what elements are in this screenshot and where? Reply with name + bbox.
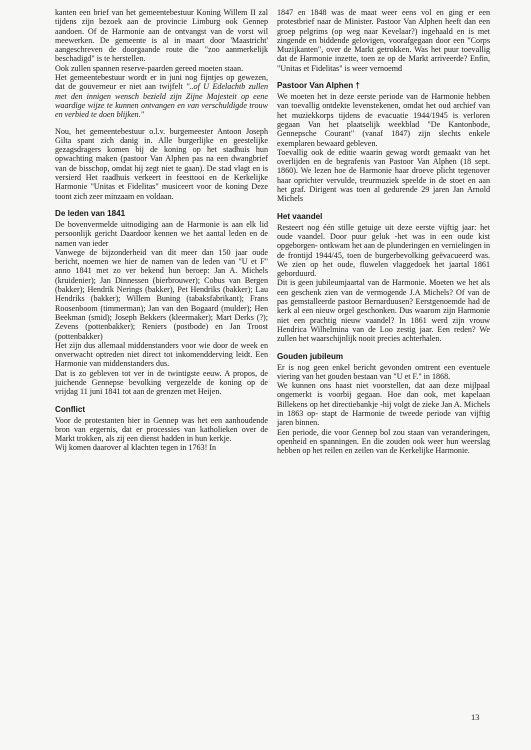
- right-column: [277, 8, 490, 455]
- paragraph: De bovenvermelde uitnodiging aan de Harmonie is aan elk lid persoonlijk gericht Daardoor kennen we het aantal leden en de namen van ieder: [55, 219, 268, 248]
- paragraph-text: Het gemeentebestuur wordt er in juni nog fijntjes op gewezen, dat de gouverneur er niet aan twijfelt: [55, 73, 268, 92]
- paragraph: Wij komen daarover al klachten tegen in 1763! In: [55, 443, 217, 453]
- section-heading: Het vaandel: [277, 211, 323, 221]
- paragraph: Voor de protestanten hier in Gennep was het een aanhoudende bron van ergernis, dat er processies van katholieken over de Markt trokken, als zij een dienst hadden in hun kerkje.: [55, 415, 268, 444]
- paragraph: Dat is zo gebleven tot ver in de twintigste eeuw. A propos, de juichende Gennepse bevolking vergezelde de koning op de vrijdag 11 juni 1841 tot aan de grenzen met Heijen.: [55, 368, 268, 397]
- paragraph: Het zijn dus allemaal middenstanders voor wie door de week en onverwacht optreden niet direct tot inkomendderving leidt. Een Harmonie van middenstanders dus.: [55, 340, 268, 369]
- paragraph: Resteert nog één stille getuige uit deze eerste vijftig jaar: het oude vaandel. Door puur geluk -het was in een oude kist opgeborgen- ontkwam het aan de plunderingen en vernielingen in de frontijd 1944/45, toen de burgerbevolking geëvacueerd was. We zien op het oude, fluwelen vlaggedoek het jaartal 1861 geborduurd.: [277, 222, 490, 279]
- paragraph: 1847 en 1848 was de maat weer eens vol en ging er een protestbrief naar de Minister. Pastoor Van Alphen heeft dan een groep pelgrims (op weg naar Kevelaar?) ingehaald en is met zingende en biddende gelovigen, voorafgegaan door een "Corps Muzijkanten", over de Markt getrokken. Was het puur toevallig dat de Harmonie inzette, toen ze op de Markt arriveerde? Enfin, "Unitas et Fidelitas" is weer vernoemd: [277, 8, 490, 73]
- section-heading: Pastoor Van Alphen †: [277, 81, 360, 91]
- section-heading: Gouden jubileum: [277, 351, 344, 361]
- paragraph: Nou, het gemeentebestuur o.l.v. burgemeester Antoon Joseph Gilta spant zich danig in. Alle burgerlijke en geestelijke gezagsdragers komen bij de koning op het stadhuis hun opwachting maken (pastoor Van Alphen pas na een dwangbrief van de bisschop, omdat hij zegt niet te gaan). De stad vlagt en is versierd Het raadhuis verkeert in feesttooi en de Kerkelijke Harmonie "Unitas et Fidelitas" musiceert voor de koning Deze toont zich zeer minzaam en voldaan.: [55, 126, 268, 201]
- paragraph: We moeten het in deze eerste periode van de Harmonie hebben van toevallig ontdekte levenstekenen, omdat het oud archief van het muziekkorps tijdens de evacuatie 1944/1945 is verloren gegaan Van het plaatselijk weekblad "De Kantonbode, Gennepsche Courant" (vanaf 1847) zijn slechts enkele exemplaren bewaard gebleven.: [277, 92, 490, 148]
- paragraph: Er is nog geen enkel bericht gevonden omtrent een eventuele viering van het gouden bestaan van "U et F." in 1868.: [277, 362, 490, 381]
- page-number: 13: [471, 712, 480, 722]
- section-heading: Conflict: [55, 404, 86, 414]
- paragraph: Vanwege de bijzonderheid van dit meer dan 150 jaar oude bericht, noemen we hier de namen van de leden van "U et F" anno 1841 met zo ver bekend hun beroep: Jan A. Michels (kruidenier); Jan Dinnessen (bierbrouwer); Cobus van Bergen (bakker); Hendrik Nerings (bakker), Pet Hendriks (bakker); Lau Hendriks (bakker); Willem Buning (tabaksfabrikant); Frans Roosenboom (timmerman); Jan van den Bogaard (mulder); Hen Beekman (smid); Joseph Bekkers (kleermaker); Mart Derks (?); Zevens (pottenbakker); Reniers (postbode) en Jan Troost (pottenbakker): [55, 247, 268, 341]
- section-heading: De leden van 1841: [55, 208, 126, 218]
- paragraph: Toevallig ook de editie waarin gewag wordt gemaakt van het overlijden en de begrafenis van Pastoor Van Alphen (18 sept. 1860). We lezen hoe de Harmonie haar droeve plicht tegenover haar oprichter vervulde, treurmuziek speelde in de stoet en aan het graf. Dirigent was toen al gedurende 29 jaren Jan Arnold Michels: [277, 147, 490, 204]
- paragraph: kanten een brief van het gemeentebestuur Koning Willem II zal tijdens zijn bezoek aan de provincie Limburg ook Gennep aandoen. Of de Harmonie aan de ontvangst van de vorst wil meewerken. De gemeente is al in maart door 'Maastricht' aangeschreven de doorgaande route die "zoo aanmerkelijk beschadigd" is te herstellen.: [55, 8, 268, 64]
- left-column: [55, 8, 268, 453]
- paragraph: [55, 73, 268, 119]
- paragraph: Een periode, die voor Gennep bol zou staan van veranderingen, openheid en spanningen. En die zouden ook weer hun weerslag hebben op het reilen en zeilen van de Kerkelijke Harmonie.: [277, 427, 490, 456]
- paragraph: Dit is geen jubileumjaartal van de Harmonie. Moeten we het als een geschenk zien van de vermogende J.A Michels? Of van de pas gemstalleerde pastoor Bernarduusen? Eerstgenoemde had de kerk al een nieuw orgel geschonken. Dus waarom zijn Harmonie niet een prachtig nieuw vaandel? In 1861 werd zijn vrouw Hendrica Wilhelmina van de Loo zestig jaar. Een reden? We zullen het waarschijnlijk nooit precies achterhalen.: [277, 278, 490, 344]
- quote: "..of U Edelachtb zullen met den innigen wensch bezield zijn Zijne Majesteit op eene waardige wijze te kunnen ontvangen en van verschuldigde trouw en verbied te doen blijken.": [55, 82, 268, 120]
- paragraph: We kunnen ons haast niet voorstellen, dat aan deze mijlpaal ongemerkt is voorbij gegaan. Hoe dan ook, met kapelaan Billekens op het directiebankje -hij volgt de zieke Jan A. Michels in 1863 op- stapt de Harmonie de tweede periode van vijftig jaren binnen.: [277, 381, 490, 428]
- paragraph: Ook zullen spannen reserve-paarden gereed moeten staan.: [55, 63, 244, 73]
